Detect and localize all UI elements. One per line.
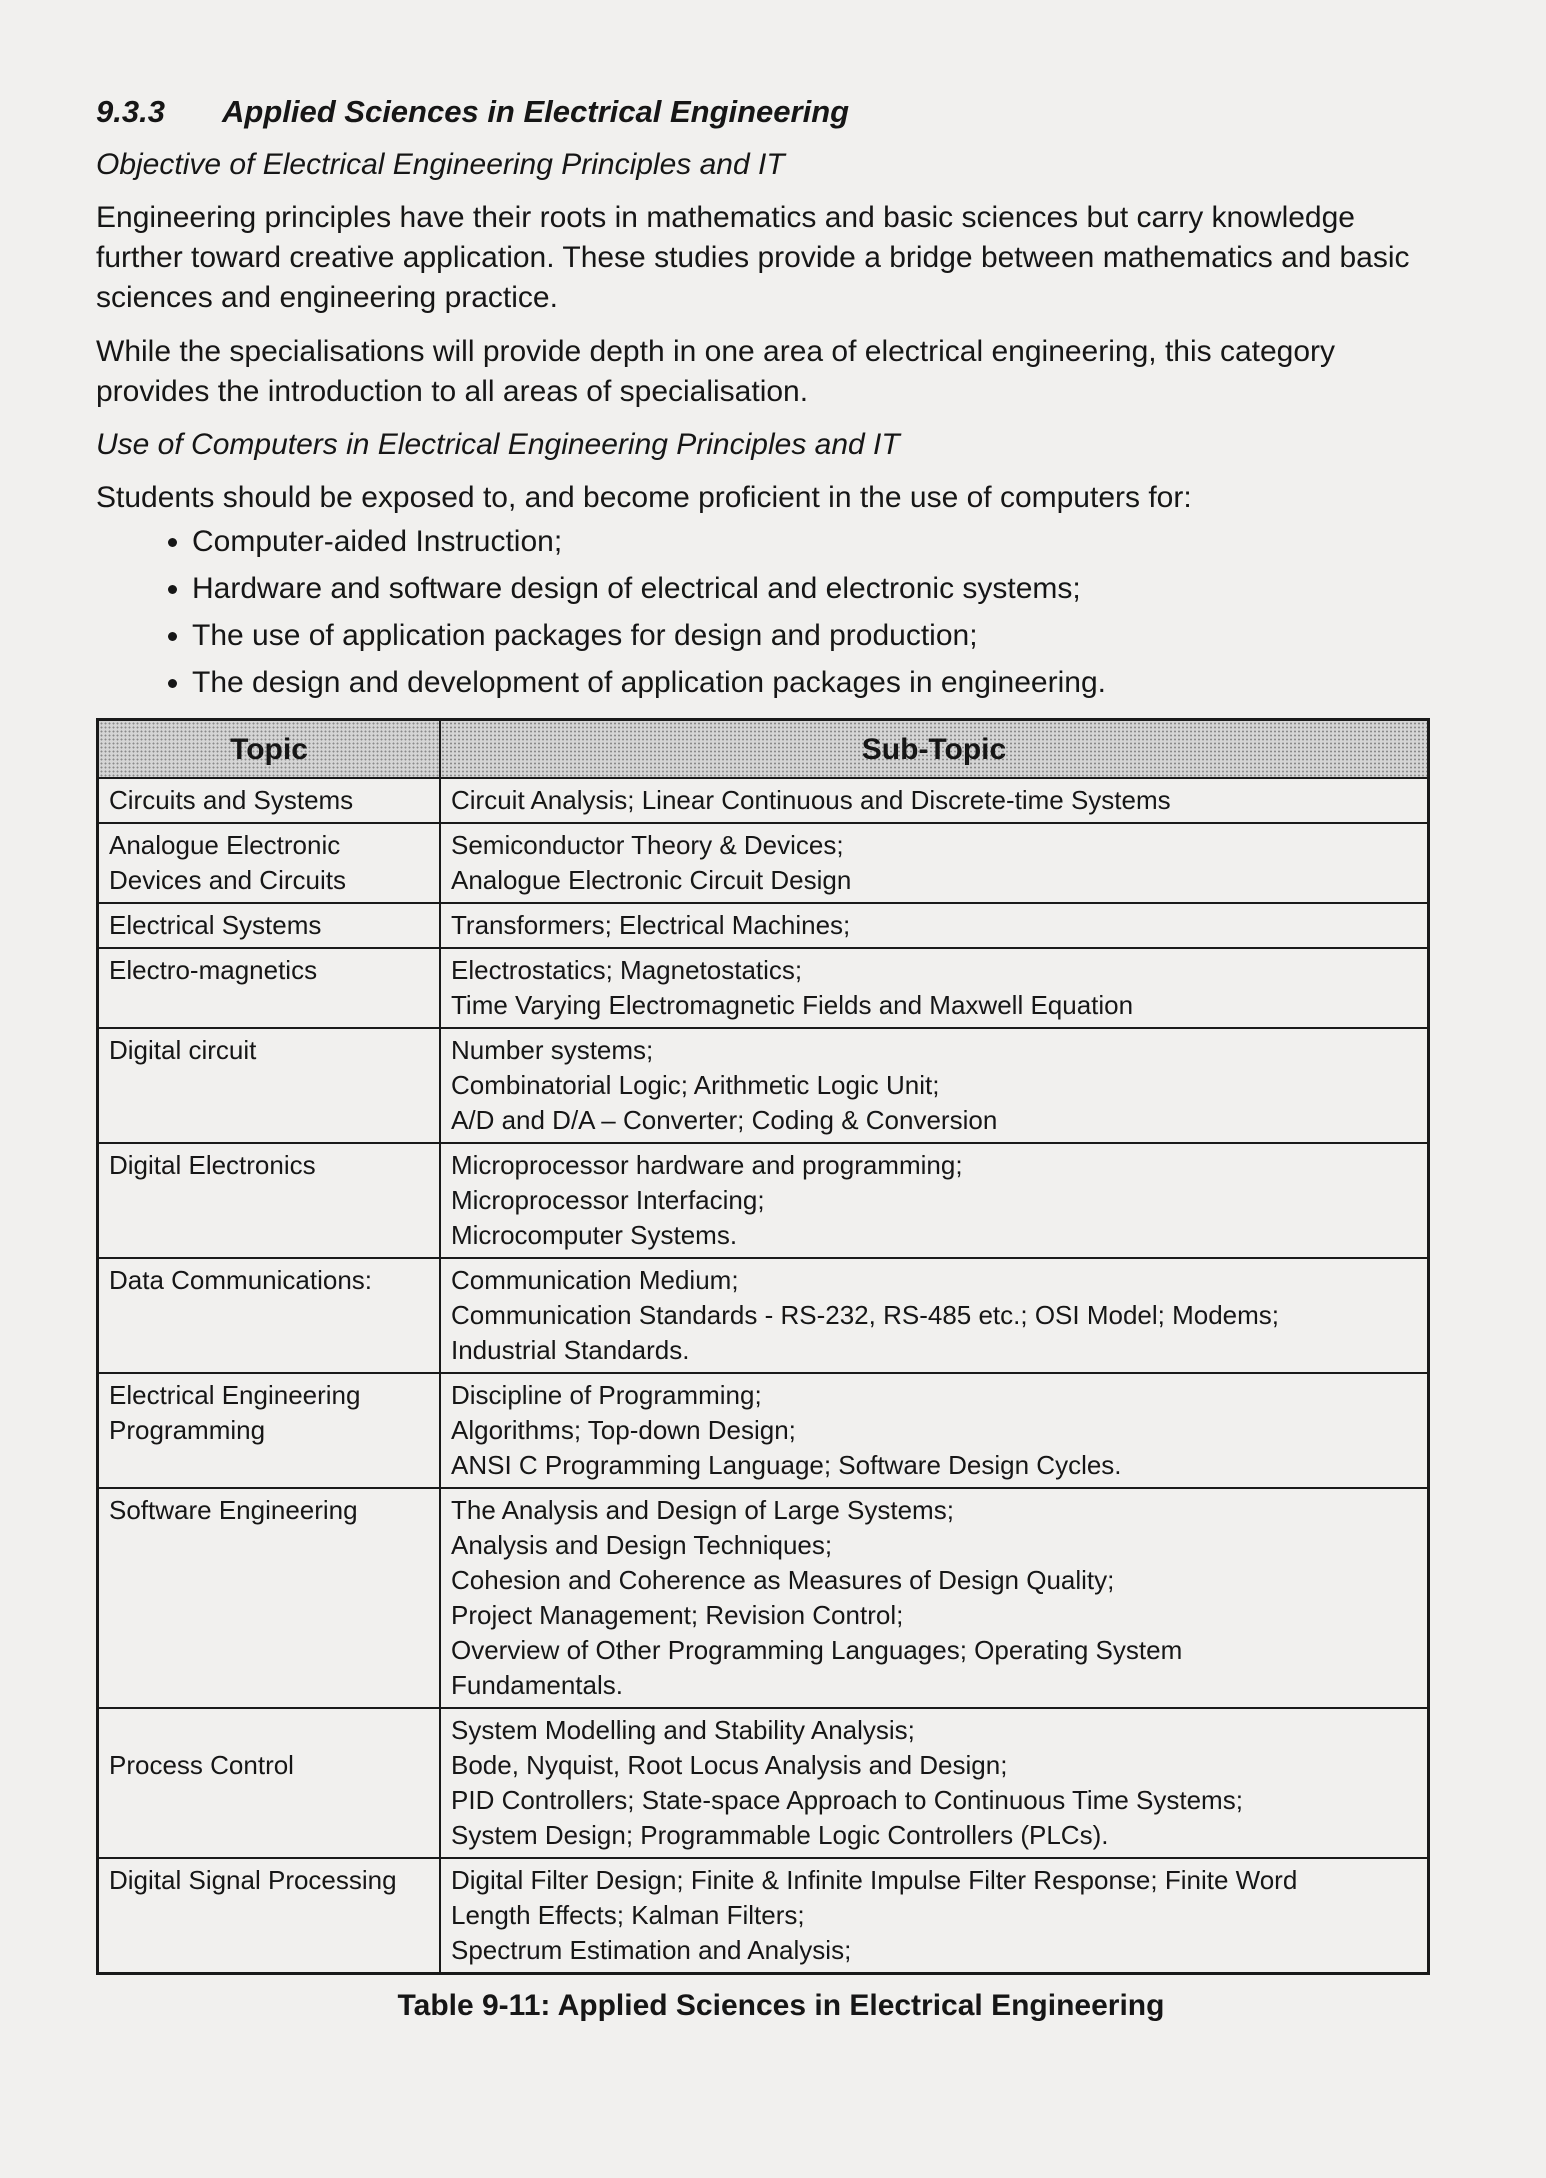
computers-heading: Use of Computers in Electrical Engineering Principles and IT [96, 428, 900, 461]
topic-line: Digital Electronics [109, 1150, 316, 1180]
bullet-item: • Computer-aided Instruction; [192, 518, 1436, 565]
subtopic-line: Length Effects; Kalman Filters; [451, 1900, 805, 1930]
table-row [98, 1258, 1429, 1373]
subtopic-line: Microprocessor hardware and programming; [451, 1150, 963, 1180]
subtopic-line: Analogue Electronic Circuit Design [451, 865, 852, 895]
bullet-item: • The design and development of application packages in engineering. [192, 659, 1436, 706]
topic-line: Digital circuit [109, 1035, 257, 1065]
subtopic-line: System Modelling and Stability Analysis; [451, 1715, 915, 1745]
topic-cell [98, 823, 441, 903]
subtopic-cell [440, 903, 1429, 948]
topic-cell [98, 1708, 441, 1858]
topic-line: Process Control [109, 1750, 294, 1780]
table-row [98, 1488, 1429, 1708]
section-number: 9.3.3 [96, 94, 165, 129]
subtopic-cell [440, 1028, 1429, 1143]
table-row [98, 948, 1429, 1028]
topic-line [109, 1713, 429, 1748]
topic-line: Circuits and Systems [109, 785, 354, 815]
subtopic-line: Digital Filter Design; Finite & Infinite Impulse Filter Response; Finite Word [451, 1865, 1298, 1895]
subtopic-cell [440, 948, 1429, 1028]
topic-cell [98, 1143, 441, 1258]
topic-cell [98, 1028, 441, 1143]
subtopic-line: Algorithms; Top-down Design; [451, 1415, 796, 1445]
topic-line: Electro-magnetics [109, 955, 318, 985]
document-page [96, 92, 1436, 2023]
topic-line: Electrical Engineering [109, 1380, 361, 1410]
section-title: Applied Sciences in Electrical Engineering [222, 94, 850, 129]
subtopic-line: Cohesion and Coherence as Measures of Design Quality; [451, 1565, 1115, 1595]
subtopic-line: System Design; Programmable Logic Controllers (PLCs). [451, 1820, 1109, 1850]
subtopic-line: The Analysis and Design of Large Systems; [451, 1495, 954, 1525]
topic-line: Devices and Circuits [109, 865, 346, 895]
topics-table [96, 718, 1430, 1975]
subtopic-cell [440, 1143, 1429, 1258]
subtopic-line: Discipline of Programming; [451, 1380, 762, 1410]
subtopic-line: A/D and D/A – Converter; Coding & Conversion [451, 1105, 998, 1135]
topic-line: Electrical Systems [109, 910, 322, 940]
subtopic-line: PID Controllers; State-space Approach to Continuous Time Systems; [451, 1785, 1243, 1815]
bullet-item: • The use of application packages for design and production; [192, 612, 1436, 659]
table-row [98, 903, 1429, 948]
subtopic-line: Number systems; [451, 1035, 654, 1065]
bullet-list [96, 518, 1436, 706]
subtopic-line: Spectrum Estimation and Analysis; [451, 1935, 852, 1965]
subtopic-line: Transformers; Electrical Machines; [451, 910, 851, 940]
subtopic-line: Electrostatics; Magnetostatics; [451, 955, 803, 985]
subtopic-cell [440, 1858, 1429, 1974]
subtopic-line: Microprocessor Interfacing; [451, 1185, 765, 1215]
subtopic-line: Communication Medium; [451, 1265, 739, 1295]
subtopic-cell [440, 823, 1429, 903]
section-heading [96, 92, 1436, 132]
subtopic-line: Communication Standards - RS-232, RS-485 etc.; OSI Model; Modems; [451, 1300, 1280, 1330]
table-row [98, 1708, 1429, 1858]
paragraph-1: Engineering principles have their roots in mathematics and basic sciences but carry knowledge further toward creative application. These studies provide a bridge between mathematics and basic sciences and engineering practice. [96, 201, 1410, 314]
topic-cell [98, 778, 441, 823]
topic-cell [98, 1488, 441, 1708]
paragraph-2: While the specialisations will provide depth in one area of electrical engineering, this category provides the introduction to all areas of specialisation. [96, 335, 1336, 408]
subtopic-line: Bode, Nyquist, Root Locus Analysis and Design; [451, 1750, 1008, 1780]
topic-cell [98, 903, 441, 948]
subtopic-line: Analysis and Design Techniques; [451, 1530, 833, 1560]
table-row [98, 1858, 1429, 1974]
subtopic-cell [440, 1488, 1429, 1708]
table-caption: Table 9-11: Applied Sciences in Electrical Engineering [397, 1989, 1165, 2022]
subtopic-line: Industrial Standards. [451, 1335, 690, 1365]
objective-heading: Objective of Electrical Engineering Principles and IT [96, 148, 785, 181]
subtopic-line: Project Management; Revision Control; [451, 1600, 904, 1630]
topic-line: Software Engineering [109, 1495, 358, 1525]
topic-cell [98, 1858, 441, 1974]
table-body [98, 778, 1429, 1974]
subtopic-column-header: Sub-Topic [440, 720, 1429, 779]
subtopic-line: Overview of Other Programming Languages; Operating System [451, 1635, 1183, 1665]
topic-cell [98, 1258, 441, 1373]
table-header-row [98, 720, 1429, 779]
topic-line: Data Communications: [109, 1265, 372, 1295]
subtopic-cell [440, 1373, 1429, 1488]
table-row [98, 1028, 1429, 1143]
topic-line: Programming [109, 1415, 266, 1445]
table-row [98, 778, 1429, 823]
bullet-item: • Hardware and software design of electrical and electronic systems; [192, 565, 1436, 612]
subtopic-cell [440, 1708, 1429, 1858]
subtopic-cell [440, 1258, 1429, 1373]
topic-cell [98, 1373, 441, 1488]
subtopic-line: Time Varying Electromagnetic Fields and Maxwell Equation [451, 990, 1134, 1020]
table-row [98, 823, 1429, 903]
subtopic-line: Fundamentals. [451, 1670, 623, 1700]
subtopic-line: Microcomputer Systems. [451, 1220, 738, 1250]
table-row [98, 1143, 1429, 1258]
subtopic-line: Semiconductor Theory & Devices; [451, 830, 844, 860]
topic-line: Analogue Electronic [109, 830, 341, 860]
topic-line: Digital Signal Processing [109, 1865, 397, 1895]
subtopic-line: Circuit Analysis; Linear Continuous and Discrete-time Systems [451, 785, 1171, 815]
table-row [98, 1373, 1429, 1488]
topic-column-header: Topic [98, 720, 441, 779]
subtopic-line: Combinatorial Logic; Arithmetic Logic Unit; [451, 1070, 940, 1100]
subtopic-cell [440, 778, 1429, 823]
topic-cell [98, 948, 441, 1028]
subtopic-line: ANSI C Programming Language; Software Design Cycles. [451, 1450, 1122, 1480]
computers-intro: Students should be exposed to, and become proficient in the use of computers for: [96, 481, 1192, 514]
